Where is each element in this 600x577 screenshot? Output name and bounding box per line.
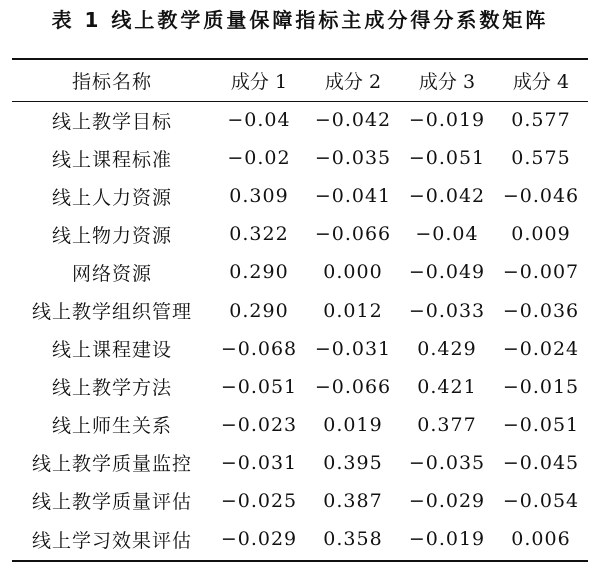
component-3-value-cell: 0.377 xyxy=(417,413,477,436)
indicator-name-cell: 线上教学组织管理 xyxy=(31,301,192,324)
component-1-value-cell: 0.290 xyxy=(229,299,289,322)
component-2-value-cell: 0.387 xyxy=(323,489,383,512)
component-1-value-cell: −0.04 xyxy=(227,109,291,132)
column-header-component-3: 成分 3 xyxy=(418,71,476,93)
header-row xyxy=(12,60,588,101)
component-1-value-cell: −0.029 xyxy=(220,528,298,551)
component-4-value-cell: −0.045 xyxy=(502,451,580,474)
table-row xyxy=(12,520,588,558)
component-4-value-cell: −0.007 xyxy=(502,261,580,284)
component-2-value-cell: −0.031 xyxy=(314,337,392,360)
component-2-value-cell: −0.042 xyxy=(314,109,392,132)
component-3-value-cell: −0.04 xyxy=(415,223,479,246)
component-2-value-cell: −0.041 xyxy=(314,185,392,208)
indicator-name-cell: 线上物力资源 xyxy=(51,224,172,247)
bottom-rule xyxy=(12,560,588,562)
table-row xyxy=(12,177,588,215)
component-3-value-cell: −0.049 xyxy=(408,261,486,284)
component-3-value-cell: −0.035 xyxy=(408,451,486,474)
component-4-value-cell: −0.046 xyxy=(502,185,580,208)
component-2-value-cell: 0.000 xyxy=(323,261,383,284)
component-1-value-cell: 0.322 xyxy=(229,223,289,246)
table-caption: 表 1 线上教学质量保障指标主成分得分系数矩阵 xyxy=(51,8,549,32)
component-1-value-cell: −0.031 xyxy=(220,451,298,474)
component-2-value-cell: 0.395 xyxy=(323,451,383,474)
component-4-value-cell: 0.575 xyxy=(511,147,571,170)
component-3-value-cell: −0.033 xyxy=(408,299,486,322)
indicator-name-cell: 线上教学目标 xyxy=(51,110,172,133)
coefficient-matrix-table xyxy=(12,60,588,558)
indicator-name-cell: 线上教学质量监控 xyxy=(31,453,192,476)
component-4-value-cell: −0.054 xyxy=(502,489,580,512)
table-row xyxy=(12,444,588,482)
component-4-value-cell: 0.006 xyxy=(511,528,571,551)
component-1-value-cell: −0.068 xyxy=(220,337,298,360)
component-1-value-cell: −0.02 xyxy=(227,147,291,170)
component-2-value-cell: 0.358 xyxy=(323,528,383,551)
indicator-name-cell: 线上人力资源 xyxy=(51,186,172,209)
indicator-name-cell: 线上师生关系 xyxy=(51,415,172,438)
component-4-value-cell: 0.577 xyxy=(511,109,571,132)
component-4-value-cell: −0.051 xyxy=(502,413,580,436)
table-row xyxy=(12,101,588,139)
component-3-value-cell: 0.421 xyxy=(417,375,477,398)
table-row xyxy=(12,368,588,406)
component-4-value-cell: −0.024 xyxy=(502,337,580,360)
indicator-name-cell: 线上学习效果评估 xyxy=(31,529,192,552)
column-header-component-4: 成分 4 xyxy=(512,71,570,93)
component-1-value-cell: −0.025 xyxy=(220,489,298,512)
table-row xyxy=(12,291,588,329)
column-header-component-2: 成分 2 xyxy=(324,71,382,93)
component-4-value-cell: 0.009 xyxy=(511,223,571,246)
table-row xyxy=(12,330,588,368)
component-2-value-cell: −0.066 xyxy=(314,223,392,246)
indicator-name-cell: 线上课程标准 xyxy=(51,148,172,171)
component-2-value-cell: −0.035 xyxy=(314,147,392,170)
component-3-value-cell: −0.019 xyxy=(408,528,486,551)
indicator-name-cell: 线上课程建设 xyxy=(51,339,172,362)
component-1-value-cell: 0.309 xyxy=(229,185,289,208)
table-body xyxy=(12,101,588,558)
component-1-value-cell: −0.023 xyxy=(220,413,298,436)
component-2-value-cell: 0.012 xyxy=(323,299,383,322)
indicator-name-cell: 网络资源 xyxy=(71,262,152,285)
indicator-name-cell: 线上教学质量评估 xyxy=(31,491,192,514)
component-3-value-cell: 0.429 xyxy=(417,337,477,360)
component-3-value-cell: −0.029 xyxy=(408,489,486,512)
component-3-value-cell: −0.042 xyxy=(408,185,486,208)
indicator-name-cell: 线上教学方法 xyxy=(51,377,172,400)
component-1-value-cell: −0.051 xyxy=(220,375,298,398)
component-4-value-cell: −0.036 xyxy=(502,299,580,322)
column-header-component-1: 成分 1 xyxy=(230,71,288,93)
component-4-value-cell: −0.015 xyxy=(502,375,580,398)
component-2-value-cell: −0.066 xyxy=(314,375,392,398)
component-1-value-cell: 0.290 xyxy=(229,261,289,284)
table-row xyxy=(12,253,588,291)
column-header-indicator: 指标名称 xyxy=(71,71,152,93)
component-3-value-cell: −0.051 xyxy=(408,147,486,170)
table-row xyxy=(12,139,588,177)
component-3-value-cell: −0.019 xyxy=(408,109,486,132)
table-row xyxy=(12,482,588,520)
table-row xyxy=(12,215,588,253)
component-2-value-cell: 0.019 xyxy=(323,413,383,436)
table-row xyxy=(12,406,588,444)
